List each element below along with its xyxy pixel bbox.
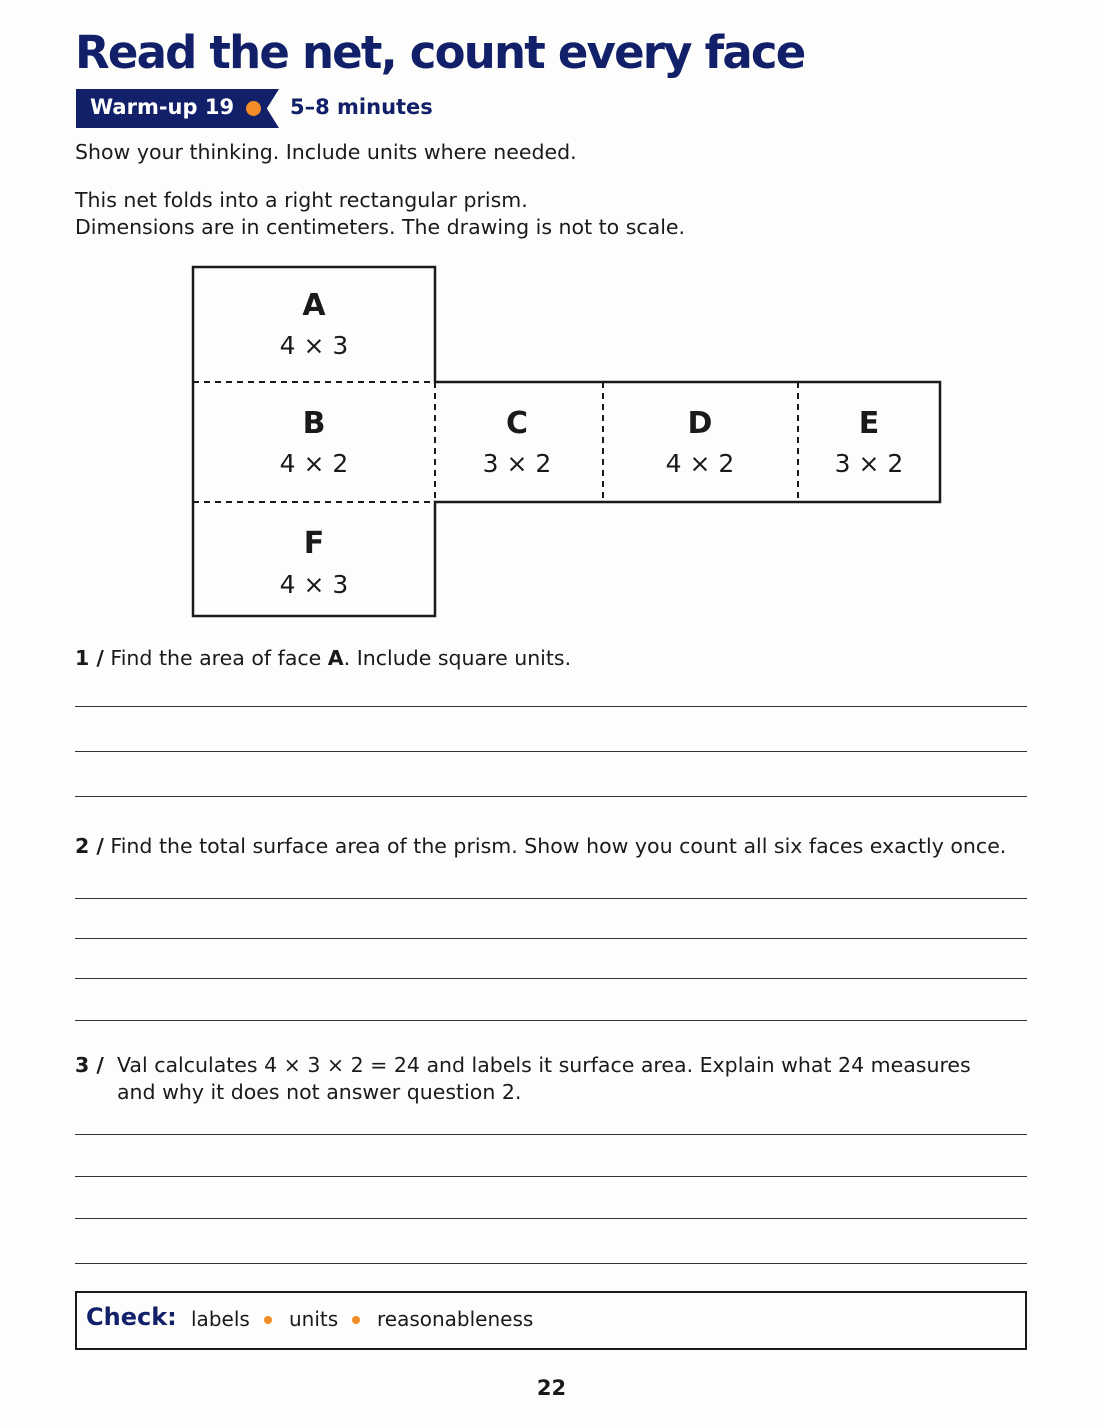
face-d-letter: D [687,406,713,441]
answer-line[interactable] [75,1218,1027,1219]
answer-line[interactable] [75,1176,1027,1177]
face-c-letter: C [505,406,529,441]
check-item-reasonableness: reasonableness [377,1307,534,1331]
answer-line[interactable] [75,706,1027,707]
face-e-letter: E [858,406,880,441]
bullet-dot-icon [264,1316,272,1324]
page-number: 22 [536,1376,567,1400]
question-3-number [75,1052,104,1079]
answer-line[interactable] [75,898,1027,899]
duration-text: 5–8 minutes [290,95,433,119]
question-number: 1 / [75,646,104,670]
intro-text [75,187,685,241]
question-3 [117,1052,971,1106]
answer-line[interactable] [75,751,1027,752]
face-d-dims: 4 × 2 [665,449,735,478]
bullet-dot-icon [352,1316,360,1324]
question-number: 3 / [75,1053,104,1077]
question-text: Find the area of face [110,646,328,670]
question-1 [75,645,571,672]
question-number: 2 / [75,834,104,858]
question-text: and why it does not answer question 2. [117,1080,522,1104]
check-item-units: units [289,1307,339,1331]
question-2 [75,833,1006,860]
question-text: . Include square units. [343,646,572,670]
face-e-dims: 3 × 2 [834,449,904,478]
face-a-letter: A [302,288,326,323]
net-outline [193,267,940,616]
intro-line: Dimensions are in centimeters. The drawing is not to scale. [75,215,686,239]
page-title: Read the net, count every face [75,26,805,79]
face-f-dims: 4 × 3 [279,570,349,599]
face-c-dims: 3 × 2 [482,449,552,478]
warm-up-badge-label: Warm-up 19 [90,95,235,119]
answer-line[interactable] [75,978,1027,979]
face-b-dims: 4 × 2 [279,449,349,478]
face-a-dims: 4 × 3 [279,331,349,360]
answer-line[interactable] [75,1263,1027,1264]
instructions: Show your thinking. Include units where needed. [75,140,577,164]
face-f-letter: F [303,526,325,561]
check-label: Check: [86,1303,177,1331]
intro-line: This net folds into a right rectangular prism. [75,188,528,212]
answer-line[interactable] [75,1020,1027,1021]
answer-line[interactable] [75,938,1027,939]
badge-dot-icon [246,101,261,116]
answer-line[interactable] [75,1134,1027,1135]
face-b-letter: B [302,406,326,441]
question-text: Find the total surface area of the prism. Show how you count all six faces exactly once. [110,834,1007,858]
check-item-labels: labels [191,1307,250,1331]
question-emphasis: A [327,646,344,670]
question-text: Val calculates 4 × 3 × 2 = 24 and labels it surface area. Explain what 24 measures [117,1053,971,1077]
answer-line[interactable] [75,796,1027,797]
